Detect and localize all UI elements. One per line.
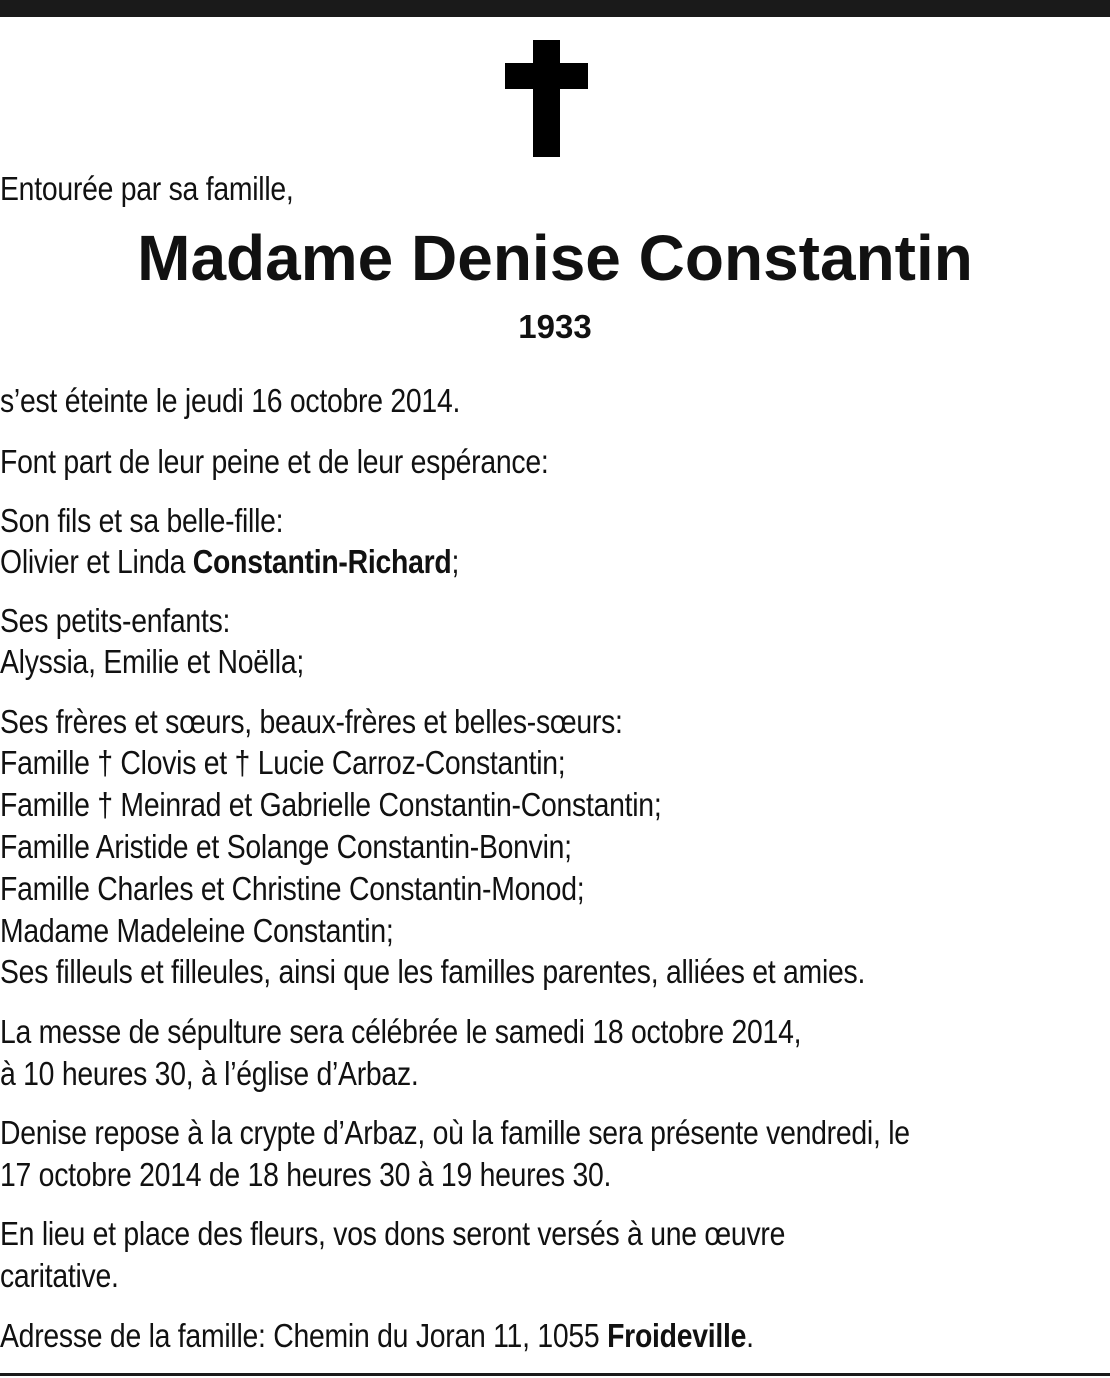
- son-line-suffix: ;: [451, 543, 460, 580]
- flowers-line: caritative.: [0, 1257, 119, 1294]
- son-heading: Son fils et sa belle-fille:: [0, 502, 284, 539]
- mass-line: La messe de sépulture sera célébrée le samedi 18 octobre 2014,: [0, 1013, 802, 1050]
- sibling-line: Famille † Clovis et † Lucie Carroz-Constantin;: [0, 744, 566, 781]
- crypt-line: Denise repose à la crypte d’Arbaz, où la famille sera présente vendredi, le: [0, 1114, 910, 1151]
- flowers-line: En lieu et place des fleurs, vos dons seront versés à une œuvre: [0, 1215, 786, 1252]
- sibling-line: Famille † Meinrad et Gabrielle Constantin-Constantin;: [0, 786, 662, 823]
- son-line-prefix: Olivier et Linda: [0, 543, 193, 580]
- bottom-rule: [0, 1373, 1110, 1376]
- intro-line: Entourée par sa famille,: [0, 170, 294, 207]
- address-prefix: Adresse de la famille: Chemin du Joran 11, 1055: [0, 1317, 608, 1354]
- sibling-line: Madame Madeleine Constantin;: [0, 912, 394, 949]
- son-line-surname: Constantin-Richard: [192, 543, 452, 580]
- sibling-line: Famille Aristide et Solange Constantin-Bonvin;: [0, 828, 572, 865]
- grandchildren-heading: Ses petits-enfants:: [0, 602, 231, 639]
- address-line: [0, 1315, 754, 1356]
- address-town: Froideville: [607, 1317, 747, 1354]
- son-line: [0, 541, 459, 582]
- crypt-line: 17 octobre 2014 de 18 heures 30 à 19 heures 30.: [0, 1156, 612, 1193]
- mass-line: à 10 heures 30, à l’église d’Arbaz.: [0, 1055, 419, 1092]
- announce-line: Font part de leur peine et de leur espérance:: [0, 443, 549, 480]
- cross-icon: [505, 40, 588, 157]
- sibling-line: Ses filleuls et filleules, ainsi que les familles parentes, alliées et amies.: [0, 953, 866, 990]
- siblings-heading: Ses frères et sœurs, beaux-frères et belles-sœurs:: [0, 703, 623, 740]
- grandchildren-line: Alyssia, Emilie et Noëlla;: [0, 643, 305, 680]
- top-rule: [0, 0, 1110, 17]
- sibling-line: Famille Charles et Christine Constantin-Monod;: [0, 870, 585, 907]
- birth-year: 1933: [518, 308, 592, 345]
- death-line: s’est éteinte le jeudi 16 octobre 2014.: [0, 382, 461, 419]
- address-suffix: .: [746, 1317, 754, 1354]
- deceased-name: Madame Denise Constantin: [137, 222, 973, 294]
